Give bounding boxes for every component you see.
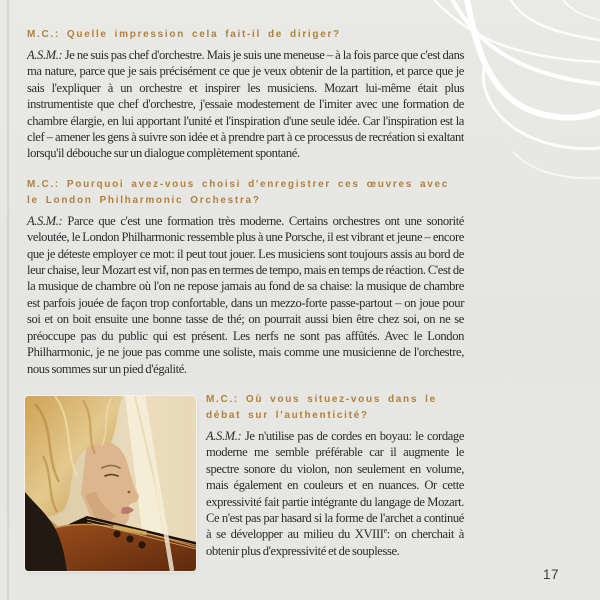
- answer-3-text-end: : on cherchait à obtenir plus d'expressivité et de souplesse.: [206, 527, 464, 558]
- interview-section-1: [27, 27, 464, 162]
- answer-1-text: Je ne suis pas chef d'orchestre. Mais je suis une meneuse – à la fois parce que c'est dans ma nature, parce que je sais précisément ce que je veux obtenir de la partition, et parce que je sais l'expliquer à un orchestre et inspirer les musiciens. Mozart lui-même était plus instrumentiste que chef d'orchestre, j'essaie modestement de l'imiter avec une formation de chambre élargie, en lui apportant l'unité et l'inspiration d'une seule idée. Car l'inspiration est la clef – amener les gens à suivre son idée et à prendre part à ce processus de recréation si exaltant lorsqu'il débouche sur un dialogue complètement spontané.: [27, 48, 464, 161]
- century-superscript: e: [383, 526, 387, 536]
- interview-section-3: [27, 392, 464, 573]
- violinist-photo: [25, 396, 196, 571]
- interview-text-column: [27, 27, 464, 588]
- page-number: 17: [543, 567, 560, 582]
- question-2: M.C.: Pourquoi avez-vous choisi d'enregistrer ces œuvres avec le London Philharmonic Orchestra?: [27, 178, 450, 206]
- speaker-label: A.S.M.:: [206, 428, 242, 443]
- question-3: M.C.: Où vous situez-vous dans le débat sur l'authenticité?: [206, 393, 437, 421]
- speaker-label: A.S.M.:: [27, 213, 63, 228]
- scan-edge-line: [7, 0, 9, 600]
- answer-3-text-start: Je n'utilise pas de cordes en boyau: le cordage moderne me semble préférable car il augmente le spectre sonore du violon, non seulement en volume, mais également en couleurs et en nuances. Or cette expressivité fait partie intégrante du langage de Mozart. Ce n'est pas par hasard si la forme de l'archet a continué à se développer au milieu du XVIII: [206, 428, 465, 542]
- answer-2: [27, 213, 464, 377]
- answer-1: [27, 47, 464, 162]
- question-1: M.C.: Quelle impression cela fait-il de diriger?: [27, 29, 341, 40]
- speaker-label: A.S.M.:: [27, 48, 63, 62]
- interview-section-2: [27, 177, 464, 377]
- answer-2-text: Parce que c'est une formation très moderne. Certains orchestres ont une sonorité veloutée, le London Philharmonic ressemble plus à une Porsche, il est vibrant et jeune – encore que je déteste employer ce mot: il peut tout jouer. Les musiciens sont toujours assis au bord de leur chaise, leur Mozart est vif, non pas en termes de tempo, mais en temps de réaction. C'est de la musique de chambre où l'on ne repose jamais au fond de sa chaise: la musique de chambre est parfois jouée de façon trop confortable, dans un mezzo-forte passe-partout – on joue pour soi et on boit ensuite une bonne tasse de thé; on pourrait aussi bien être chez soi, on ne se préoccupe pas du public qui est présent. Les nerfs ne sont pas affûtés. Avec le London Philharmonic, je ne joue pas comme une soliste, mais comme une musicienne de l'orchestre, nous sommes sur un pied d'égalité.: [27, 213, 464, 376]
